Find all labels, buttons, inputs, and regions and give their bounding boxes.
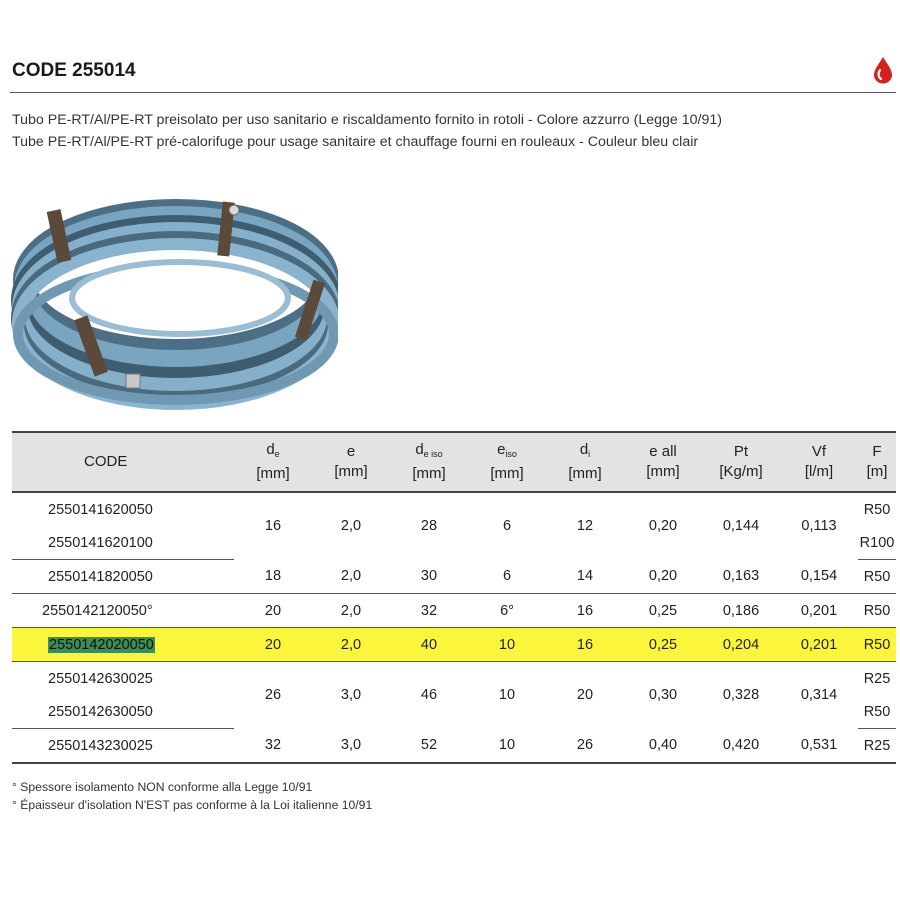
col-di: $d_i$ [mm]	[546, 432, 624, 492]
code-cell: 2550142630025	[48, 670, 153, 687]
f-cell: R100	[858, 526, 896, 560]
eall-cell: 0,25	[624, 594, 702, 628]
table-row	[12, 560, 896, 594]
vf-cell: 0,154	[780, 560, 858, 594]
col-vf: Vf [l/m]	[780, 432, 858, 492]
selected-code[interactable]: 2550142020050	[49, 636, 154, 653]
f-cell: R50	[858, 628, 896, 662]
col-de: $d_e$ [mm]	[234, 432, 312, 492]
pt-cell: 0,186	[702, 594, 780, 628]
col-f: F [m]	[858, 432, 896, 492]
code-cell: 2550141620050	[48, 501, 153, 518]
de-cell: 20	[234, 628, 312, 662]
code-cell: 2550143230025	[12, 729, 234, 764]
col-e: e [mm]	[312, 432, 390, 492]
de-cell: 18	[234, 560, 312, 594]
de-cell: 20	[234, 594, 312, 628]
table-row	[12, 594, 896, 628]
eall-cell: 0,20	[624, 560, 702, 594]
table-row-highlighted	[12, 628, 896, 662]
f-cell: R50	[863, 501, 891, 518]
code-cell: 2550141820050	[12, 560, 234, 594]
f-cell: R25	[858, 729, 896, 764]
eiso-cell: 6	[502, 518, 512, 535]
col-code: CODE	[12, 432, 234, 492]
title-divider	[10, 92, 896, 93]
de-cell: 26	[264, 687, 282, 704]
de-cell: 32	[234, 729, 312, 764]
col-eiso: $e_{iso}$ [mm]	[468, 432, 546, 492]
e-cell: 3,0	[340, 687, 362, 704]
eall-cell: 0,20	[648, 518, 678, 535]
eiso-cell: 6°	[468, 594, 546, 628]
deiso-cell: 46	[420, 687, 438, 704]
table-row	[12, 729, 896, 764]
page-title: CODE 255014	[12, 60, 136, 81]
vf-cell: 0,201	[780, 594, 858, 628]
pt-cell: 0,163	[702, 560, 780, 594]
code-cell: 2550141620100	[12, 526, 234, 560]
eiso-cell: 10	[468, 628, 546, 662]
table-row	[12, 492, 896, 526]
e-cell: 2,0	[312, 594, 390, 628]
di-cell: 20	[576, 687, 594, 704]
description-french: Tube PE-RT/Al/PE-RT pré-calorifuge pour usage sanitaire et chauffage fourni en rouleaux - Couleur bleu clair	[12, 134, 699, 150]
pipe-coil-image	[8, 188, 338, 410]
table-header-row	[12, 432, 896, 492]
col-eall: e all [mm]	[624, 432, 702, 492]
vf-cell: 0,314	[800, 687, 838, 704]
deiso-cell: 30	[390, 560, 468, 594]
vf-cell: 0,113	[801, 518, 837, 535]
di-cell: 16	[546, 628, 624, 662]
eall-cell: 0,25	[624, 628, 702, 662]
f-cell: R50	[858, 695, 896, 729]
e-cell: 2,0	[312, 560, 390, 594]
eall-cell: 0,30	[648, 687, 678, 704]
table-row	[12, 662, 896, 696]
deiso-cell: 28	[420, 518, 438, 535]
eiso-cell: 10	[468, 729, 546, 764]
e-cell: 3,0	[312, 729, 390, 764]
di-cell: 26	[546, 729, 624, 764]
code-cell: 2550142630050	[12, 695, 234, 729]
col-pt: Pt [Kg/m]	[702, 432, 780, 492]
deiso-cell: 32	[390, 594, 468, 628]
vf-cell: 0,531	[780, 729, 858, 764]
code-cell: 2550142120050°	[12, 594, 234, 628]
eiso-cell: 10	[498, 687, 516, 704]
footnote-french: ° Épaisseur d'isolation N'EST pas conforme à la Loi italienne 10/91	[12, 798, 373, 812]
e-cell: 2,0	[312, 628, 390, 662]
f-cell: R50	[858, 560, 896, 594]
water-drop-icon	[872, 56, 894, 84]
f-cell: R50	[858, 594, 896, 628]
di-cell: 16	[546, 594, 624, 628]
code-cell[interactable]	[12, 628, 234, 662]
eall-cell: 0,40	[624, 729, 702, 764]
di-cell: 14	[546, 560, 624, 594]
description-italian: Tubo PE-RT/Al/PE-RT preisolato per uso sanitario e riscaldamento fornito in rotoli - Colore azzurro (Legge 10/91)	[12, 112, 722, 128]
f-cell: R25	[863, 670, 891, 687]
di-cell: 12	[576, 518, 594, 535]
footnote-italian: ° Spessore isolamento NON conforme alla Legge 10/91	[12, 780, 313, 794]
pt-cell: 0,328	[722, 687, 760, 704]
de-cell: 16	[264, 518, 282, 535]
spec-table	[12, 431, 896, 764]
col-deiso: $d_{e iso}$ [mm]	[390, 432, 468, 492]
deiso-cell: 52	[390, 729, 468, 764]
pt-cell: 0,420	[702, 729, 780, 764]
pt-cell: 0,204	[702, 628, 780, 662]
e-cell: 2,0	[340, 518, 362, 535]
eiso-cell: 6	[468, 560, 546, 594]
deiso-cell: 40	[390, 628, 468, 662]
pt-cell: 0,144	[722, 518, 760, 535]
vf-cell: 0,201	[780, 628, 858, 662]
